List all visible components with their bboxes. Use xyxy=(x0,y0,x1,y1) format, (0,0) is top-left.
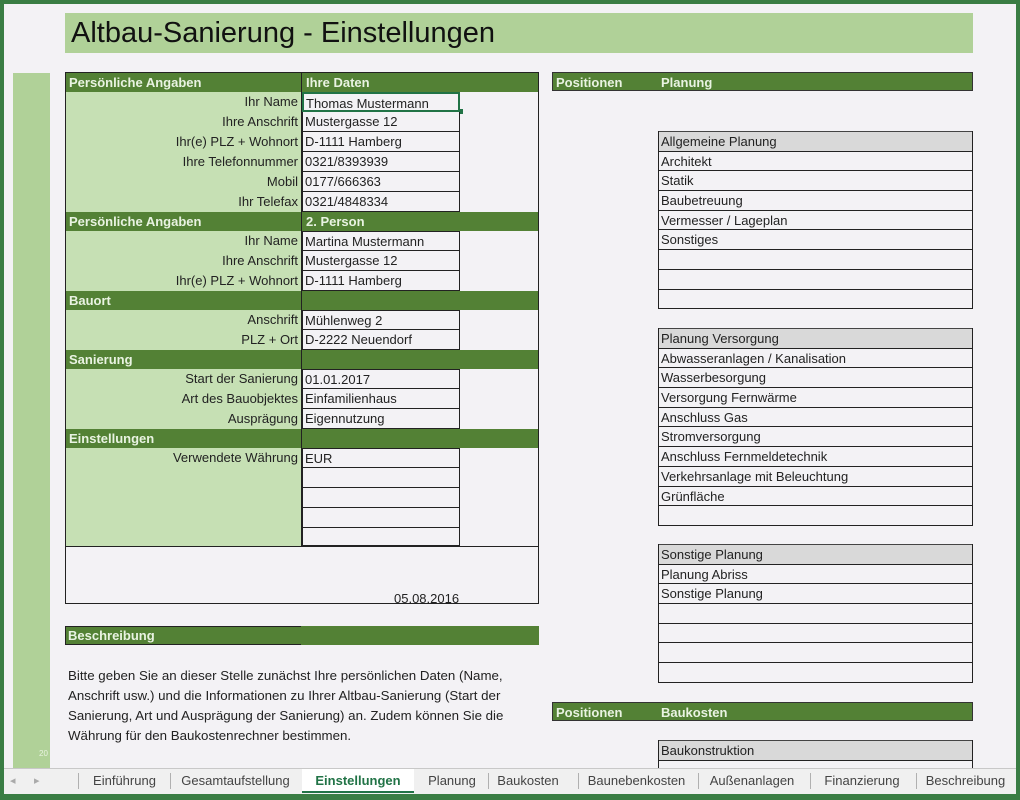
field-label: Ihr Telefax xyxy=(238,194,298,209)
row-usage xyxy=(66,409,538,429)
list-item[interactable]: Baubetreuung xyxy=(659,190,972,210)
divider xyxy=(66,546,538,547)
tab-einfuehrung[interactable]: Einführung xyxy=(93,773,156,788)
description-title: Beschreibung xyxy=(68,628,155,643)
usage-cell[interactable]: Eigennutzung xyxy=(302,409,460,429)
list-item[interactable] xyxy=(659,269,972,289)
row-site-address xyxy=(66,310,538,330)
field-label: Ihr(e) PLZ + Wohnort xyxy=(175,273,298,288)
tab-baukosten[interactable]: Baukosten xyxy=(497,773,559,788)
list-item[interactable]: Anschluss Gas xyxy=(659,407,972,427)
decorative-side-strip xyxy=(13,73,50,768)
empty-cell[interactable] xyxy=(302,468,460,488)
section-title: Sanierung xyxy=(69,352,133,367)
current-date: 05.08.2016 xyxy=(394,591,460,606)
list-item[interactable]: Statik xyxy=(659,170,972,190)
description-text: Bitte geben Sie an dieser Stelle zunächst Ihre persönlichen Daten (Name, Anschrift usw.) und die Informationen zu Ihrer Altbau-Sanierung (Start der Sanierung, Art und Ausprägung der Sanierung) an. Zudem können Sie die Währung für den Baukostenrechner bestimmen. xyxy=(68,668,504,743)
tab-planung[interactable]: Planung xyxy=(428,773,476,788)
supply-planning-list xyxy=(658,328,973,526)
empty-cell[interactable] xyxy=(302,528,460,546)
list-head[interactable]: Baukonstruktion xyxy=(659,740,972,760)
row-empty xyxy=(66,468,538,488)
field-label: PLZ + Ort xyxy=(241,332,298,347)
currency-cell[interactable]: EUR xyxy=(302,448,460,468)
zip-city-2-cell[interactable]: D-1111 Hamberg xyxy=(302,271,460,291)
row-mobile xyxy=(66,172,538,192)
zip-city-cell[interactable]: D-1111 Hamberg xyxy=(302,132,460,152)
field-label: Anschrift xyxy=(247,312,298,327)
field-label: Ihre Telefonnummer xyxy=(182,154,298,169)
section-title: Einstellungen xyxy=(69,431,155,446)
section-header-bauort xyxy=(66,291,538,310)
field-label: Ihr Name xyxy=(244,233,298,248)
section-title: Bauort xyxy=(69,293,111,308)
construction-costs-header xyxy=(552,702,973,721)
tab-baunebenkosten[interactable]: Baunebenkosten xyxy=(587,773,686,788)
name-2-cell[interactable]: Martina Mustermann xyxy=(302,231,460,251)
personal-data-table xyxy=(65,72,539,604)
field-label: Ihre Anschrift xyxy=(222,253,298,268)
section-header-sanierung xyxy=(66,350,538,369)
field-label: Ihr(e) PLZ + Wohnort xyxy=(175,134,298,149)
section-title: Persönliche Angaben xyxy=(69,214,202,229)
row-zip-city xyxy=(66,132,538,152)
planning-header xyxy=(552,72,973,91)
description-header xyxy=(65,626,539,645)
field-label: Ihre Anschrift xyxy=(222,114,298,129)
list-item[interactable]: Abwasseranlagen / Kanalisation xyxy=(659,348,972,368)
field-label: Verwendete Währung xyxy=(172,450,298,465)
address-2-cell[interactable]: Mustergasse 12 xyxy=(302,251,460,271)
row-name-2 xyxy=(66,231,538,251)
list-item[interactable] xyxy=(659,505,972,525)
list-item[interactable]: Sonstiges xyxy=(659,229,972,249)
scroll-tabs-left-icon[interactable]: ◂ xyxy=(10,775,16,787)
tab-beschreibung[interactable]: Beschreibung xyxy=(925,773,1006,788)
tab-aussenanlagen[interactable]: Außenanlagen xyxy=(709,773,795,788)
title-bar xyxy=(65,13,973,53)
column-divider xyxy=(301,73,302,546)
row-empty xyxy=(66,488,538,508)
section-subtitle: 2. Person xyxy=(306,214,365,229)
building-type-cell[interactable]: Einfamilienhaus xyxy=(302,389,460,409)
site-zip-cell[interactable]: D-2222 Neuendorf xyxy=(302,330,460,350)
list-item[interactable] xyxy=(659,289,972,309)
positions-label: Positionen xyxy=(556,75,623,90)
list-item[interactable] xyxy=(659,623,972,643)
row-address-2 xyxy=(66,251,538,271)
page-title: Altbau-Sanierung - Einstellungen xyxy=(71,17,495,49)
construction-list xyxy=(658,740,973,768)
empty-cell[interactable] xyxy=(302,488,460,508)
mobile-cell[interactable]: 0177/666363 xyxy=(302,172,460,192)
section-header-second-person xyxy=(66,212,538,231)
fax-cell[interactable]: 0321/4848334 xyxy=(302,192,460,212)
spreadsheet-area[interactable] xyxy=(4,4,1016,768)
list-item[interactable] xyxy=(659,760,972,768)
row-fax xyxy=(66,192,538,212)
section-subtitle: Ihre Daten xyxy=(306,75,370,90)
list-item[interactable]: Sonstige Planung xyxy=(659,583,972,603)
list-item[interactable] xyxy=(659,603,972,623)
section-title: Persönliche Angaben xyxy=(69,75,202,90)
row-site-zip xyxy=(66,330,538,350)
construction-costs-label: Baukosten xyxy=(661,705,728,720)
planning-label: Planung xyxy=(661,75,713,90)
list-item[interactable]: Planung Abriss xyxy=(659,564,972,584)
list-head[interactable]: Planung Versorgung xyxy=(659,328,972,348)
tab-einstellungen[interactable]: Einstellungen xyxy=(302,769,414,793)
address-cell[interactable]: Mustergasse 12 xyxy=(302,112,460,132)
list-item[interactable]: Grünfläche xyxy=(659,486,972,506)
list-item[interactable] xyxy=(659,662,972,682)
tab-finanzierung[interactable]: Finanzierung xyxy=(824,773,900,788)
list-item[interactable]: Stromversorgung xyxy=(659,426,972,446)
list-item[interactable]: Anschluss Fernmeldetechnik xyxy=(659,446,972,466)
list-item[interactable]: Verkehrsanlage mit Beleuchtung xyxy=(659,466,972,486)
list-head[interactable]: Sonstige Planung xyxy=(659,544,972,564)
field-label: Ausprägung xyxy=(227,411,298,426)
row-currency xyxy=(66,448,538,468)
scroll-tabs-right-icon[interactable]: ▸ xyxy=(34,775,40,787)
row-number: 20 xyxy=(39,749,48,758)
list-item[interactable] xyxy=(659,642,972,662)
list-item[interactable]: Vermesser / Lageplan xyxy=(659,210,972,230)
row-empty xyxy=(66,528,538,546)
phone-cell[interactable]: 0321/8393939 xyxy=(302,152,460,172)
section-header-einstellungen xyxy=(66,429,538,448)
row-phone xyxy=(66,152,538,172)
empty-cell[interactable] xyxy=(302,508,460,528)
sheet-tab-bar xyxy=(4,768,1016,794)
field-label: Art des Bauobjektes xyxy=(181,391,298,406)
list-item[interactable]: Architekt xyxy=(659,151,972,171)
tab-gesamtaufstellung[interactable]: Gesamtaufstellung xyxy=(181,773,290,788)
site-address-cell[interactable]: Mühlenweg 2 xyxy=(302,310,460,330)
field-label: Start der Sanierung xyxy=(185,371,298,386)
list-item[interactable]: Wasserbesorgung xyxy=(659,367,972,387)
row-name xyxy=(66,92,538,112)
row-building-type xyxy=(66,389,538,409)
section-header-personal xyxy=(66,73,538,92)
name-cell[interactable]: Thomas Mustermann xyxy=(302,92,460,112)
row-address xyxy=(66,112,538,132)
positions-label: Positionen xyxy=(556,705,623,720)
field-label: Ihr Name xyxy=(244,94,298,109)
row-start-date xyxy=(66,369,538,389)
list-head[interactable]: Allgemeine Planung xyxy=(659,131,972,151)
general-planning-list xyxy=(658,131,973,309)
field-label: Mobil xyxy=(266,174,298,189)
start-date-cell[interactable]: 01.01.2017 xyxy=(302,369,460,389)
row-empty xyxy=(66,508,538,528)
other-planning-list xyxy=(658,544,973,683)
list-item[interactable] xyxy=(659,249,972,269)
row-zip-city-2 xyxy=(66,271,538,291)
list-item[interactable]: Versorgung Fernwärme xyxy=(659,387,972,407)
